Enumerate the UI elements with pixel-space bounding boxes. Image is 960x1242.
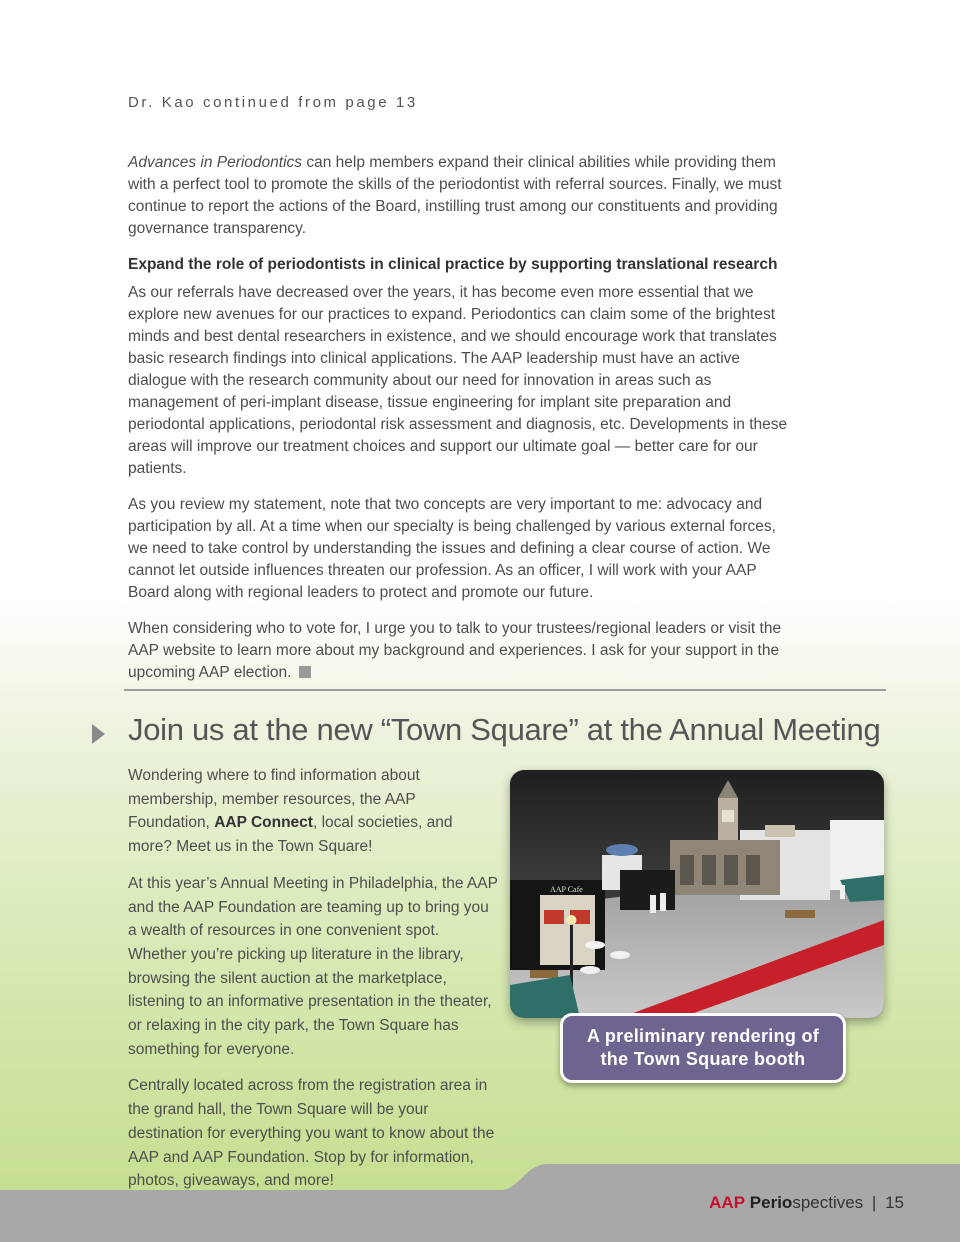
triangle-arrow-icon <box>92 724 105 744</box>
caption-text: A preliminary rendering of the Town Square booth <box>586 1026 820 1069</box>
town-square-paragraph-3: Centrally located across from the registration area in the grand hall, the Town Square will be your destination for everything you want to know about the AAP and AAP Foundation. Stop by for information, photos, giveaways, and more! <box>128 1077 495 1190</box>
town-square-paragraph-2: At this year’s Annual Meeting in Philadelphia, the AAP and the AAP Foundation are teaming up to bring you a wealth of resources in one convenient spot. Whether you’re picking up literature in the library, browsing the silent auction at the marketplace, listening to an informative presentation in the theater, or relaxing in the city park, the Town Square has something for everyone. <box>128 874 498 1058</box>
intro-text: can help members expand their clinical abilities while providing them with a perfect tool to promote the skills of the periodontist with referral sources. Finally, we must continue to report the actions of the Board, instilling trust among our constituents and providing governance transparency. <box>128 154 782 237</box>
aap-connect-label: AAP Connect <box>214 814 313 832</box>
p1-text-b: , local societies, and more? Meet us in the Town Square! <box>128 814 453 856</box>
brand-aap: AAP <box>709 1193 746 1212</box>
section-heading: Expand the role of periodontists in clinical practice by supporting translational research <box>128 256 778 273</box>
section-divider <box>124 689 886 691</box>
town-square-body <box>128 764 500 1206</box>
brand-spectives: spectives <box>792 1193 864 1212</box>
cafe-sign: AAP Cafe <box>550 885 583 894</box>
footer-brand <box>709 1193 904 1213</box>
brand-perio: Perio <box>749 1193 793 1212</box>
article-continuation <box>128 152 788 684</box>
footer-separator: | <box>871 1193 877 1212</box>
intro-paragraph <box>128 152 788 240</box>
paragraph-research: As our referrals have decreased over the years, it has become even more essential that we explore new avenues for our practices to expand. Periodontics can claim some of the brightest minds and best dental researchers in existence, and we should encourage work that translates basic research findings into clinical applications. The AAP leadership must have an active dialogue with the research community about our need for innovation in areas such as management of peri-implant disease, tissue engineering for implant site preparation and periodontal applications, periodontal risk assessment and diagnosis, etc. Developments in these areas will improve our treatment choices and support our ultimate goal — better care for our patients. <box>128 284 788 477</box>
publication-title: Advances in Periodontics <box>128 154 303 171</box>
continued-from-label: Dr. Kao continued from page 13 <box>128 94 418 111</box>
closing-text: When considering who to vote for, I urge you to talk to your trustees/regional leaders or visit the AAP website to learn more about my background and experiences. I ask for your support in the upcoming AAP election. <box>128 620 782 681</box>
booth-rendering-image <box>510 770 884 1018</box>
rendering-caption <box>560 1013 846 1083</box>
page-number: 15 <box>885 1193 904 1212</box>
town-square-paragraph-1 <box>128 764 500 859</box>
end-mark-icon <box>299 666 311 678</box>
p1-text-a: Wondering where to find information about membership, member resources, the AAP Foundation, <box>128 767 420 832</box>
town-square-title: Join us at the new “Town Square” at the Annual Meeting <box>128 712 881 747</box>
paragraph-closing <box>128 618 788 684</box>
paragraph-advocacy: As you review my statement, note that two concepts are very important to me: advocacy and participation by all. At a time when our specialty is being challenged by various external forces, we need to take control by understanding the issues and defining a clear course of action. We cannot let outside influences threaten our profession. As an officer, I will work with your AAP Board along with regional leaders to protect and promote our future. <box>128 496 776 601</box>
